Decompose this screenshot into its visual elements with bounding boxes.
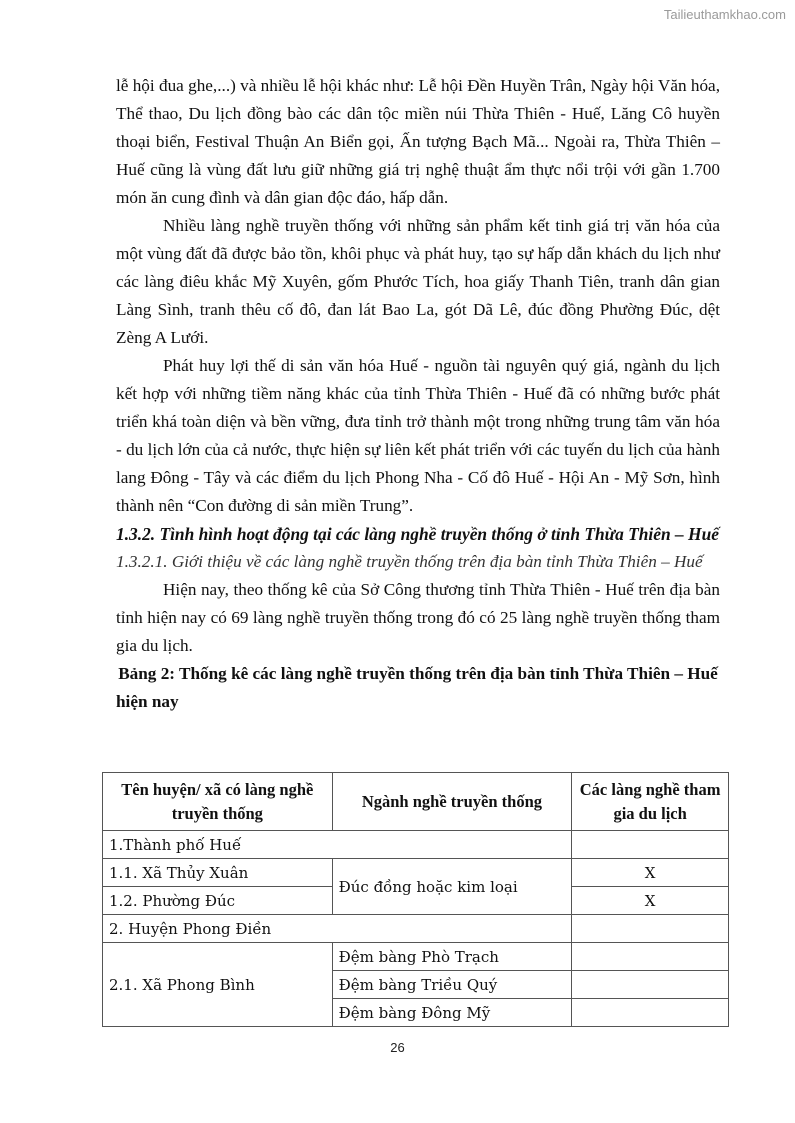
table-row bbox=[103, 831, 729, 859]
empty-cell bbox=[572, 999, 729, 1027]
tourism-mark: X bbox=[572, 887, 729, 915]
table-row bbox=[103, 859, 729, 887]
subsection-heading: 1.3.2.1. Giới thiệu về các làng nghề truyền thống trên địa bàn tỉnh Thừa Thiên – Huế bbox=[116, 552, 703, 571]
empty-cell bbox=[572, 915, 729, 943]
header-craft: Ngành nghề truyền thống bbox=[332, 773, 572, 831]
paragraph: Phát huy lợi thế di sản văn hóa Huế - nguồn tài nguyên quý giá, ngành du lịch kết hợp với những tiềm năng khác của tỉnh Thừa Thiên - Huế đã có những bước phát triển khá toàn diện và bền vững, đưa tỉnh trở thành một trong những trung tâm văn hóa - du lịch lớn của cả nước, thực hiện sự liên kết phát triển với các tuyến du lịch của hành lang Đông - Tây và các điểm du lịch Phong Nha - Cố đô Huế - Hội An - Mỹ Sơn, hình thành nên “Con đường di sản miền Trung”. bbox=[116, 356, 720, 515]
header-district: Tên huyện/ xã có làng nghề truyền thống bbox=[103, 773, 333, 831]
craft-cell: Đệm bàng Phò Trạch bbox=[332, 943, 572, 971]
craft-cell: Đệm bàng Đông Mỹ bbox=[332, 999, 572, 1027]
craft-cell: Đệm bàng Triều Quý bbox=[332, 971, 572, 999]
craft-village-table bbox=[102, 772, 729, 1027]
craft-cell: Đúc đồng hoặc kim loại bbox=[332, 859, 572, 915]
table-row bbox=[103, 943, 729, 971]
paragraph: Nhiều làng nghề truyền thống với những sản phẩm kết tinh giá trị văn hóa của một vùng đất đã được bảo tồn, khôi phục và phát huy, tạo sự hấp dẫn khách du lịch như các làng điêu khắc Mỹ Xuyên, gốm Phước Tích, hoa giấy Thanh Tiên, tranh dân gian Làng Sình, tranh thêu cố đô, đan lát Bao La, gót Dã Lê, đúc đồng Phường Đúc, dệt Zèng A Lưới. bbox=[116, 216, 720, 347]
location-cell: 1.2. Phường Đúc bbox=[103, 887, 333, 915]
watermark: Tailieuthamkhao.com bbox=[663, 7, 786, 22]
paragraph: lễ hội đua ghe,...) và nhiều lễ hội khác như: Lễ hội Đền Huyền Trân, Ngày hội Văn hóa, Thể thao, Du lịch đồng bào các dân tộc miền núi Thừa Thiên - Huế, Lăng Cô huyền thoại biển, Festival Thuận An Biển gọi, Ấn tượng Bạch Mã... Ngoài ra, Thừa Thiên – Huế cũng là vùng đất lưu giữ những giá trị nghệ thuật ẩm thực nổi trội với gần 1.700 món ăn cung đình và dân gian độc đáo, hấp dẫn. bbox=[116, 76, 720, 207]
location-cell: 2.1. Xã Phong Bình bbox=[103, 943, 333, 1027]
empty-cell bbox=[572, 943, 729, 971]
table-header-row bbox=[103, 773, 729, 831]
document-body bbox=[116, 72, 720, 716]
table-row bbox=[103, 915, 729, 943]
empty-cell bbox=[572, 831, 729, 859]
section-heading: 1.3.2. Tình hình hoạt động tại các làng nghề truyền thống ở tỉnh Thừa Thiên – Huế bbox=[116, 524, 719, 544]
paragraph: Hiện nay, theo thống kê của Sở Công thương tỉnh Thừa Thiên - Huế trên địa bàn tỉnh hiện nay có 69 làng nghề truyền thống trong đó có 25 làng nghề truyền thống tham gia du lịch. bbox=[116, 580, 720, 655]
header-tourism: Các làng nghề tham gia du lịch bbox=[572, 773, 729, 831]
empty-cell bbox=[572, 971, 729, 999]
tourism-mark: X bbox=[572, 859, 729, 887]
table-caption: Bảng 2: Thống kê các làng nghề truyền thống trên địa bàn tỉnh Thừa Thiên – Huế hiện nay bbox=[116, 664, 718, 711]
location-cell: 1.1. Xã Thủy Xuân bbox=[103, 859, 333, 887]
page-number: 26 bbox=[390, 1040, 405, 1055]
group-cell: 2. Huyện Phong Điền bbox=[103, 915, 572, 943]
group-cell: 1.Thành phố Huế bbox=[103, 831, 572, 859]
